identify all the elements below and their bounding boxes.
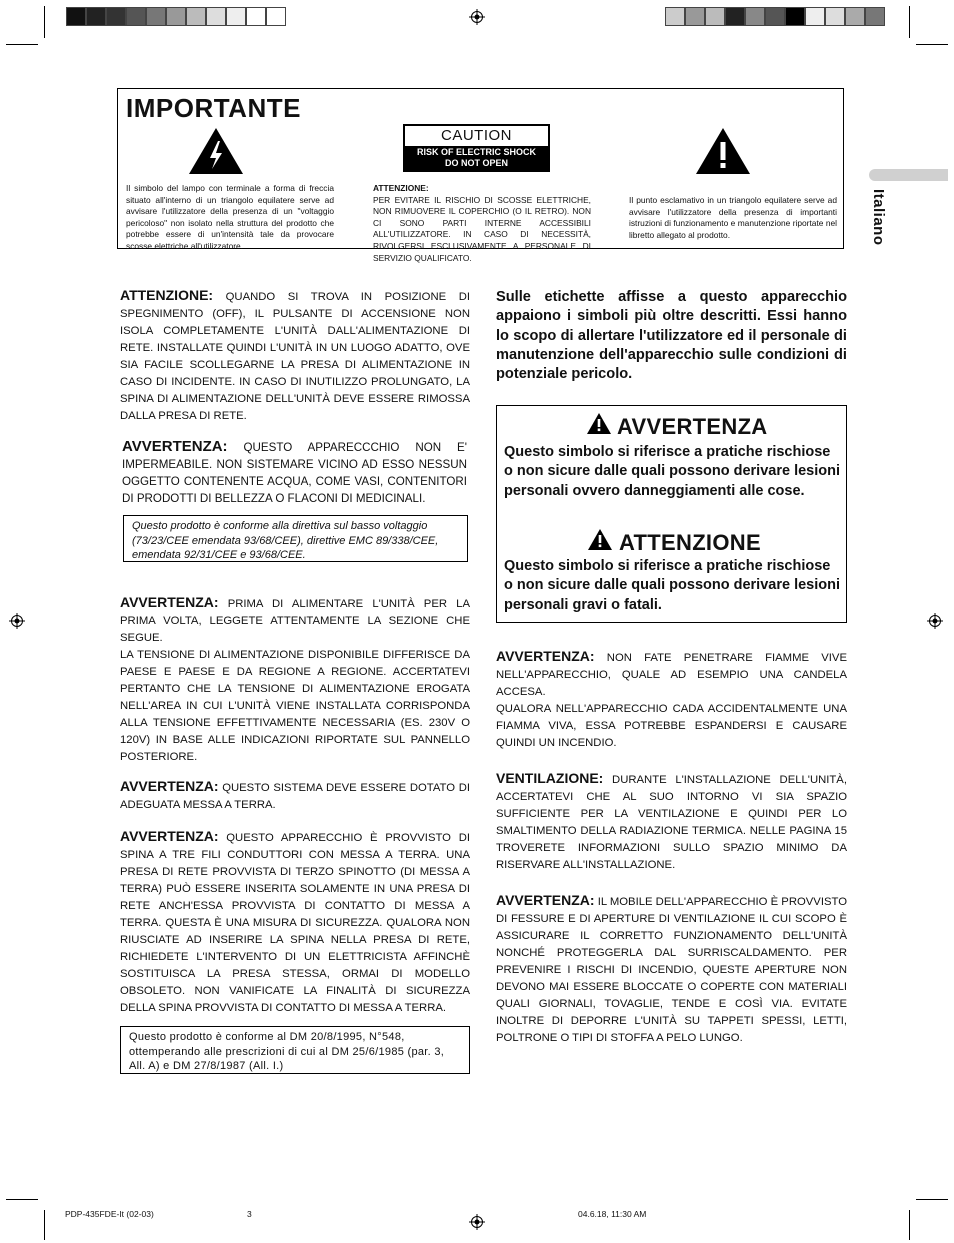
lightning-triangle-icon [188, 127, 244, 175]
avvertenza-plug-paragraph [120, 828, 470, 1017]
attenzione-description: Questo simbolo si riferisce a pratiche rischiose o non sicure dalle quali possono derivare lesioni personali gravi o fatali. [504, 558, 840, 613]
conformity-note-box: Questo prodotto è conforme alla direttiva sul basso voltaggio (73/23/CEE emendata 93/68/CEE), direttive EMC 89/338/CEE, emendata 92/31/CEE e 93/68/CEE. [123, 515, 468, 562]
crop-mark [6, 1199, 38, 1200]
caution-sub-2: DO NOT OPEN [444, 158, 508, 168]
attenzione-head: ATTENZIONE: [120, 287, 214, 303]
ventilazione-text: DURANTE L'INSTALLAZIONE DELL'UNITÀ, ACCERTATEVI CHE AL SUO INTORNO VI SIA SPAZIO SUFFICIENTE PER LA VENTILAZIONE E QUINDI PER LO SMALTIMENTO DELLA RADIAZIONE TERMICA. NELLE PAGINA 15 TROVERETE INFORMAZIONI SULLO SPAZIO MINIMO DA RISERVARE ALL'INSTALLAZIONE. [496, 774, 847, 871]
crop-mark [916, 1199, 948, 1200]
avvertenza-flame-paragraph [496, 648, 847, 752]
symbol-legend-box [496, 405, 847, 623]
avvertenza-description: Questo simbolo si riferisce a pratiche rischiose o non sicure dalle quali possono derivare lesioni personali ovvero danneggiamenti alle cose. [504, 444, 840, 499]
avvertenza-water-paragraph [122, 438, 467, 507]
avvertenza-power-text: PRIMA DI ALIMENTARE L'UNITÀ PER LA PRIMA VOLTA, LEGGETE ATTENTAMENTE LA SEZIONE CHE SEGUE. [120, 598, 470, 644]
avvertenza-water-head: AVVERTENZA: [122, 438, 228, 455]
registration-mark-icon [469, 1214, 485, 1230]
avvertenza-ground-head: AVVERTENZA: [120, 778, 219, 794]
crop-mark [916, 44, 948, 45]
avvertenza-flame-text: NON FATE PENETRARE FIAMME VIVE NELL'APPARECCHIO, QUALE AD ESEMPIO UNA CANDELA ACCESA. [496, 652, 847, 698]
grayscale-swatches [66, 7, 286, 26]
color-swatches [665, 7, 885, 26]
language-label: Italiano [870, 189, 887, 246]
dm-conformity-note-box: Questo prodotto è conforme al DM 20/8/1995, N°548, ottemperando alle prescrizioni di cui al DM 25/6/1985 (par. 3, All. A) e DM 27/8/1987 (All. I.) [120, 1026, 470, 1074]
registration-mark-icon [927, 613, 943, 629]
ventilazione-paragraph [496, 770, 847, 874]
footer-timestamp: 04.6.18, 11:30 AM [578, 1209, 647, 1219]
crop-mark [909, 1210, 910, 1240]
ventilazione-head: VENTILAZIONE: [496, 770, 604, 786]
importante-box [117, 88, 844, 263]
avvertenza-water-text: QUESTO APPARECCCHIO NON E' IMPERMEABILE. NON SISTEMARE VICINO AD ESSO NESSUN OGGETTO CONTENENTE ACQUA, COME VASI, CONTENITORI DI PRODOTTI DI BELLEZZA O FLACONI DI MEDICINALI. [122, 441, 467, 505]
attenzione-text: QUANDO SI TROVA IN POSIZIONE DI SPEGNIMENTO (OFF), IL PULSANTE DI ACCENSIONE NON ISOLA COMPLETAMENTE L'UNITÀ DALL'ALIMENTAZIONE DI RETE. INSTALLATE QUINDI L'UNITÀ IN UN LUOGO ADATTO, OVE SIA FACILE SCOLLEGARNE LA PRESA DI ALIMENTAZIONE IN CASO DI INCIDENTE. IN CASO DI INUTILIZZO PROLUNGATO, LA SPINA DI ALIMENTAZIONE DELL'UNITÀ DEVE ESSERE RIMOSSA DALLA PRESA DI RETE. [120, 291, 471, 422]
symbols-intro: Sulle etichette affisse a questo apparecchio appaiono i simboli più oltre descritti. Essi hanno lo scopo di allertare l'utilizzatore ed il personale di manutenzione dell'apparecchio sulle condizioni di potenziale pericolo. [496, 289, 847, 383]
crop-mark [909, 6, 910, 38]
avvertenza-power-text-2: LA TENSIONE DI ALIMENTAZIONE DISPONIBILE DIFFERISCE DA PAESE E PAESE E DA REGIONE A REGIONE. ACCERTATEVI PERTANTO CHE LA TENSIONE DI ALIMENTAZIONE EROGATA NELL'AREA IN CUI L'UNITÀ VIENE INSTALLATA CORRISPONDA ALLA TENSIONE EFFETTIVAMENTE NECESSARIA (ES. 230V O 120V) IN BASE ALLE INDICAZIONI RIPORTATE SUL PANNELLO POSTERIORE. [120, 649, 470, 763]
avvertenza-title: AVVERTENZA [617, 414, 768, 439]
crop-mark [44, 1210, 45, 1240]
caution-subtitle [405, 146, 548, 170]
caution-description [373, 183, 591, 264]
attenzione-title: ATTENZIONE [619, 530, 761, 555]
registration-mark-icon [9, 613, 25, 629]
avvertenza-ground-text: QUESTO SISTEMA DEVE ESSERE DOTATO DI ADEGUATA MESSA A TERRA. [120, 782, 470, 811]
language-tab [869, 169, 948, 181]
avvertenza-vents-paragraph [496, 892, 847, 1047]
avvertenza-plug-text: QUESTO APPARECCHIO È PROVVISTO DI SPINA A TRE FILI CONDUTTORI CON MESSA A TERRA. UNA PRESA DI RETE PROVVISTA DI TERZO SPINOTTO (DI MESSA A TERRA) PUÒ ESSERE INSERITA SOLAMENTE IN UNA PRESA DI RETE ANCH'ESSA PROVVISTA DI CONTATTO DI MESSA A TERRA. QUESTA È UNA MISURA DI SICUREZZA. QUALORA NON RIUSCIATE AD INSERIRE LA SPINA NELLA PRESA DI RETE, RICHIEDETE L'INTERVENTO DI UN ELETTRICISTA AFFINCHÈ SOSTITUISCA LA PRESA STESSA, ORMAI DI MODELLO OBSOLETO. NON VANIFICATE LA FINALITÀ DI SICUREZZA DELLA SPINA PROVVISTA DI CONTATTO DI MESSA A TERRA. [120, 832, 470, 1014]
avvertenza-plug-head: AVVERTENZA: [120, 828, 219, 844]
exclamation-triangle-icon [695, 127, 751, 175]
warning-triangle-icon [587, 413, 611, 434]
avvertenza-power-paragraph [120, 594, 470, 766]
caution-description-head: ATTENZIONE: [373, 183, 429, 193]
avvertenza-power-head: AVVERTENZA: [120, 594, 219, 610]
avvertenza-vents-text: IL MOBILE DELL'APPARECCHIO È PROVVISTO DI FESSURE E DI APERTURE DI VENTILAZIONE IL CUI SCOPO È ASSICURARE IL CORRETTO FUNZIONAMENTO DELL'UNITÀ NONCHÉ PROTEGGERLA DAL SURRISCALDAMENTO. PER PREVENIRE I RISCHI DI INCENDIO, QUESTE APERTURE NON DEVONO MAI ESSERE BLOCCATE O COPERTE CON MATERIALI QUALI GIORNALI, TOVAGLIE, TENDE E COSÌ VIA. EVITATE INOLTRE DI DEPORRE L'UNITÀ SU TAPPETI SPESSI, LETTI, POLTRONE O TIPI DI STOFFA A PELO LUNGO. [496, 896, 847, 1044]
crop-mark [6, 44, 38, 45]
exclamation-description: Il punto esclamativo in un triangolo equilatere serve ad avvisare l'utilizzatore della presenza di importanti istruzioni di funzionamento e manutenzione riportate nel libretto allegato al prodotto. [629, 195, 837, 240]
avvertenza-ground-paragraph [120, 778, 470, 814]
crop-mark [44, 6, 45, 38]
footer-file: PDP-435FDE-It (02-03) [65, 1209, 154, 1219]
caution-label [403, 124, 550, 172]
lightning-description: Il simbolo del lampo con terminale a forma di freccia situato all'interno di un triangolo equilatere serve ad avvisare l'utilizzatore della presenza di un "voltaggio pericoloso" non isolato nella struttura del prodotto che potrebbe essere di un'intensità tale da provocare scosse elettriche all'utilizzatore. [126, 183, 334, 251]
caution-sub-1: RISK OF ELECTRIC SHOCK [416, 147, 536, 157]
caution-description-text: PER EVITARE IL RISCHIO DI SCOSSE ELETTRICHE, NON RIMUOVERE IL COPERCHIO (O IL RETRO). NON CI SONO PARTI INTERNE ACCESSIBILI ALL'UTILIZZATORE. IN CASO DI NECESSITÀ, RIVOLGERSI ESCLUSIVAMENTE A PERSONALE DI SERVIZIO QUALIFICATO. [373, 194, 591, 263]
caution-title: CAUTION [441, 127, 512, 144]
caution-triangle-icon [588, 529, 612, 550]
attenzione-paragraph [120, 287, 470, 425]
footer-page-number: 3 [247, 1209, 252, 1219]
avvertenza-vents-head: AVVERTENZA: [496, 892, 595, 908]
avvertenza-flame-text-2: QUALORA NELL'APPARECCHIO CADA ACCIDENTALMENTE UNA FIAMMA VIVA, ESSA POTREBBE ESPANDERSI E CAUSARE QUINDI UN INCENDIO. [496, 703, 847, 749]
registration-mark-icon [469, 9, 485, 25]
page-title: IMPORTANTE [126, 93, 301, 123]
avvertenza-flame-head: AVVERTENZA: [496, 648, 595, 664]
